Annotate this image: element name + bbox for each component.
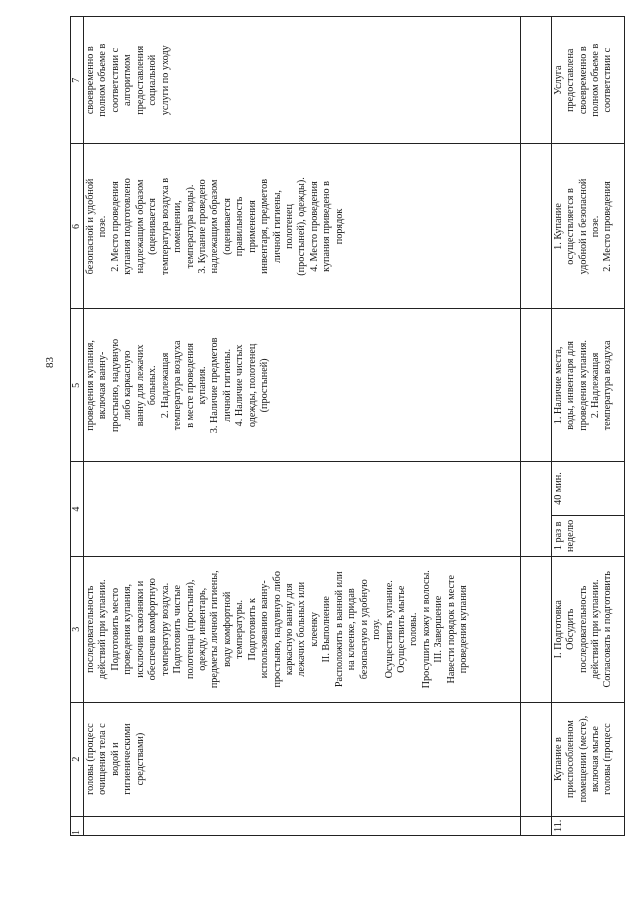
- table-row-continuation: [84, 17, 521, 836]
- column-number: 5: [71, 309, 84, 462]
- quality-indicators: проведения купания, включая ванну- простыню, надувную либо каркасную ванну для лежачих больных. 2. Надлежащая температура воздуха в месте проведения купания. 3. Наличие предметов личной гигиены. 4. Наличие чистых одежды, полотенец (простыней): [84, 309, 521, 462]
- service-frequency: 1 раз в неделю: [551, 515, 624, 556]
- column-number: 7: [71, 17, 84, 144]
- row-number: 11.: [551, 816, 624, 835]
- quality-evaluation: безопасной и удобной позе. 2. Место проведения купания подготовлено надлежащим образом (оценивается температура воздуха в помещении, температура воды). 3. Купание проведено надлежащим образом (оценивается правильность применения инвентаря, предметов личной гигиены, полотенец (простыней), одежды). 4. Место проведения купания приведено в порядок: [84, 144, 521, 309]
- column-number: 1: [71, 816, 84, 835]
- column-number: 4: [71, 462, 84, 557]
- service-table: [70, 16, 625, 836]
- column-number: 6: [71, 144, 84, 309]
- service-result: Услуга предоставлена своевременно в полном объеме в соответствии с: [551, 17, 624, 144]
- column-number-row: [71, 17, 84, 836]
- table-row-spacer: [520, 17, 551, 836]
- service-description: I. Подготовка Обсудить последовательность действий при купании. Согласовать и подготовить: [551, 556, 624, 702]
- service-description: последовательность действий при купании. Подготовить место проведения купания, исключив сквозняки и обеспечив комфортную температуру воздуха. Подготовить чистые полотенца (простыни), одежду, инвентарь, предметы личной гигиены, воду комфортной температуры. Подготовить к использованию ванну- простыню, надувную либо каркасную ванну для лежачих больных или клеенку II. Выполнение Расположить в ванной или на клеенке, придав безопасную и удобную позу. Осуществить купание. Осуществить мытье головы. Просушить кожу и волосы. III. Завершение Навести порядок в месте проведения купания: [84, 556, 521, 702]
- column-number: 2: [71, 702, 84, 816]
- quality-evaluation: 1. Купание осуществляется в удобной и безопасной позе. 2. Место проведения: [551, 144, 624, 309]
- page-number: 83: [44, 357, 56, 368]
- service-frequency: [84, 462, 521, 557]
- service-result: своевременно в полном объеме в соответствии с алгоритмом предоставления социальной услуги по уходу: [84, 17, 521, 144]
- quality-indicators: 1. Наличие места, воды, инвентаря для проведения купания. 2. Надлежащая температура воздуха: [551, 309, 624, 462]
- service-duration: 40 мин.: [551, 462, 624, 515]
- row-number: [84, 816, 521, 835]
- column-number: 3: [71, 556, 84, 702]
- table-row-11: [551, 17, 624, 836]
- service-name: головы (процесс очищения тела с водой и гигиеническими средствами): [84, 702, 521, 816]
- service-name: Купание в приспособленном помещении (месте), включая мытье головы (процесс: [551, 702, 624, 816]
